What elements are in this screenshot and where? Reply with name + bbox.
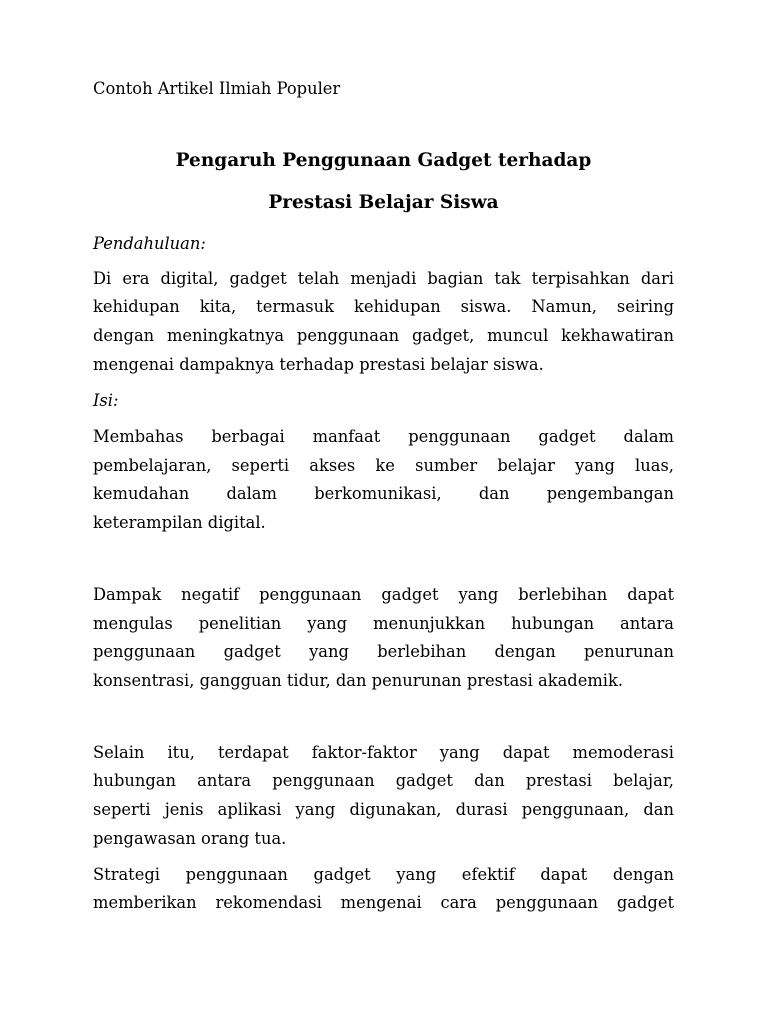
paragraph-line: pembelajaran, seperti akses ke sumber belajar yang luas, [93,456,674,475]
intro-line: dengan meningkatnya penggunaan gadget, muncul kekhawatiran [93,326,674,345]
paragraph-line: Selain itu, terdapat faktor-faktor yang dapat memoderasi [93,743,674,762]
paragraph-line: hubungan antara penggunaan gadget dan prestasi belajar, [93,771,674,790]
title-line-2: Prestasi Belajar Siswa [268,192,499,213]
paragraph-line: memberikan rekomendasi mengenai cara penggunaan gadget [93,893,674,912]
paragraph-line: penggunaan gadget yang berlebihan dengan penurunan [93,642,674,661]
body-heading: Isi: [93,391,119,410]
paragraph-line: pengawasan orang tua. [93,829,287,848]
paragraph-line: Dampak negatif penggunaan gadget yang berlebihan dapat [93,585,674,604]
paragraph-line: Strategi penggunaan gadget yang efektif dapat dengan [93,865,674,884]
intro-line: mengenai dampaknya terhadap prestasi belajar siswa. [93,355,544,374]
intro-heading: Pendahuluan: [93,234,206,253]
intro-line: Di era digital, gadget telah menjadi bagian tak terpisahkan dari [93,269,674,288]
document-header: Contoh Artikel Ilmiah Populer [93,79,341,98]
paragraph-line: konsentrasi, gangguan tidur, dan penurunan prestasi akademik. [93,671,624,690]
paragraph-line: Membahas berbagai manfaat penggunaan gadget dalam [93,427,674,446]
paragraph-line: mengulas penelitian yang menunjukkan hubungan antara [93,614,674,633]
paragraph-line: keterampilan digital. [93,513,266,532]
paragraph-line: kemudahan dalam berkomunikasi, dan pengembangan [93,484,674,503]
paragraph-line: seperti jenis aplikasi yang digunakan, durasi penggunaan, dan [93,800,674,819]
intro-line: kehidupan kita, termasuk kehidupan siswa. Namun, seiring [93,297,674,316]
title-line-1: Pengaruh Penggunaan Gadget terhadap [175,150,592,171]
